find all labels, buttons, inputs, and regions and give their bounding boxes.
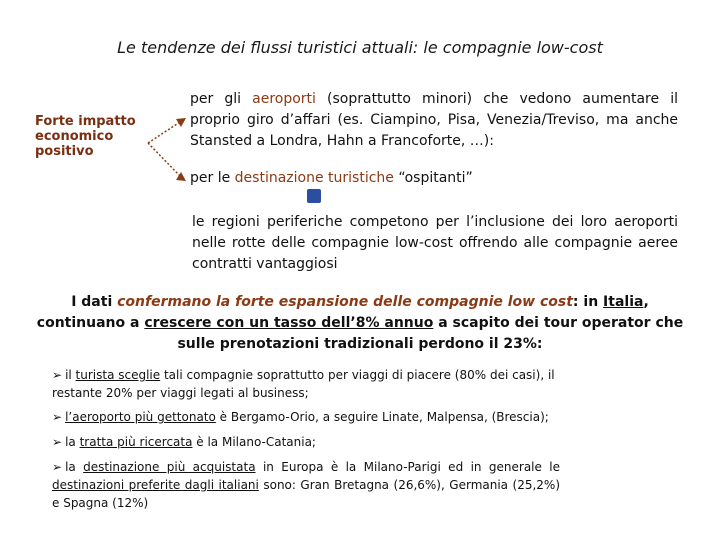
regions-paragraph: le regioni periferiche competono per l’inclusione dei loro aeroporti nelle rotte delle compagnie low-cost offrendo alle compagnie aeree contratti vantaggiosi: [192, 214, 678, 272]
square-bullet-icon: [307, 189, 321, 203]
list-item: ➢ il turista sceglie tali compagnie soprattutto per viaggi di piacere (80% dei casi), il restante 20% per viaggi legati al business;: [52, 368, 555, 400]
airports-paragraph: per gli aeroporti (soprattutto minori) che vedono aumentare il proprio giro d’affari (es. Ciampino, Pisa, Venezia/Treviso, ma anche Stansted a Londra, Hahn a Francoforte, …):: [190, 91, 678, 149]
summary-paragraph: I dati confermano la forte espansione delle compagnie low cost: in Italia, continuano a crescere con un tasso dell’8% annuo a scapito dei tour operator che sulle prenotazioni tradizionali perdono il 23%:: [36, 294, 684, 352]
destinations-highlight: destinazione turistiche: [234, 170, 394, 186]
destinations-paragraph: per le destinazione turistiche “ospitanti”: [190, 170, 473, 186]
arrow-bullet-icon: ➢: [52, 368, 63, 382]
arrow-down-line: [148, 143, 180, 176]
list-item: ➢ l’aeroporto più gettonato è Bergamo-Orio, a seguire Linate, Malpensa, (Brescia);: [52, 410, 549, 424]
airports-highlight: aeroporti: [252, 91, 316, 107]
arrow-bullet-icon: ➢: [52, 435, 63, 449]
list-item: ➢ la destinazione più acquistata in Europa è la Milano-Parigi ed in generale le destinazioni preferite dagli italiani sono: Gran Bretagna (26,6%), Germania (25,2%) e Spagna (12%): [52, 460, 561, 510]
arrow-bullet-icon: ➢: [52, 410, 63, 424]
arrow-up-head: [176, 118, 186, 127]
list-item: ➢ la tratta più ricercata è la Milano-Catania;: [52, 435, 316, 449]
arrow-bullet-icon: ➢: [52, 460, 63, 474]
arrow-up-line: [148, 122, 180, 143]
arrow-down-head: [176, 172, 186, 181]
slide-title: Le tendenze dei flussi turistici attuali: le compagnie low-cost: [117, 38, 603, 57]
impact-label: Forte impatto economico positivo: [35, 114, 136, 159]
